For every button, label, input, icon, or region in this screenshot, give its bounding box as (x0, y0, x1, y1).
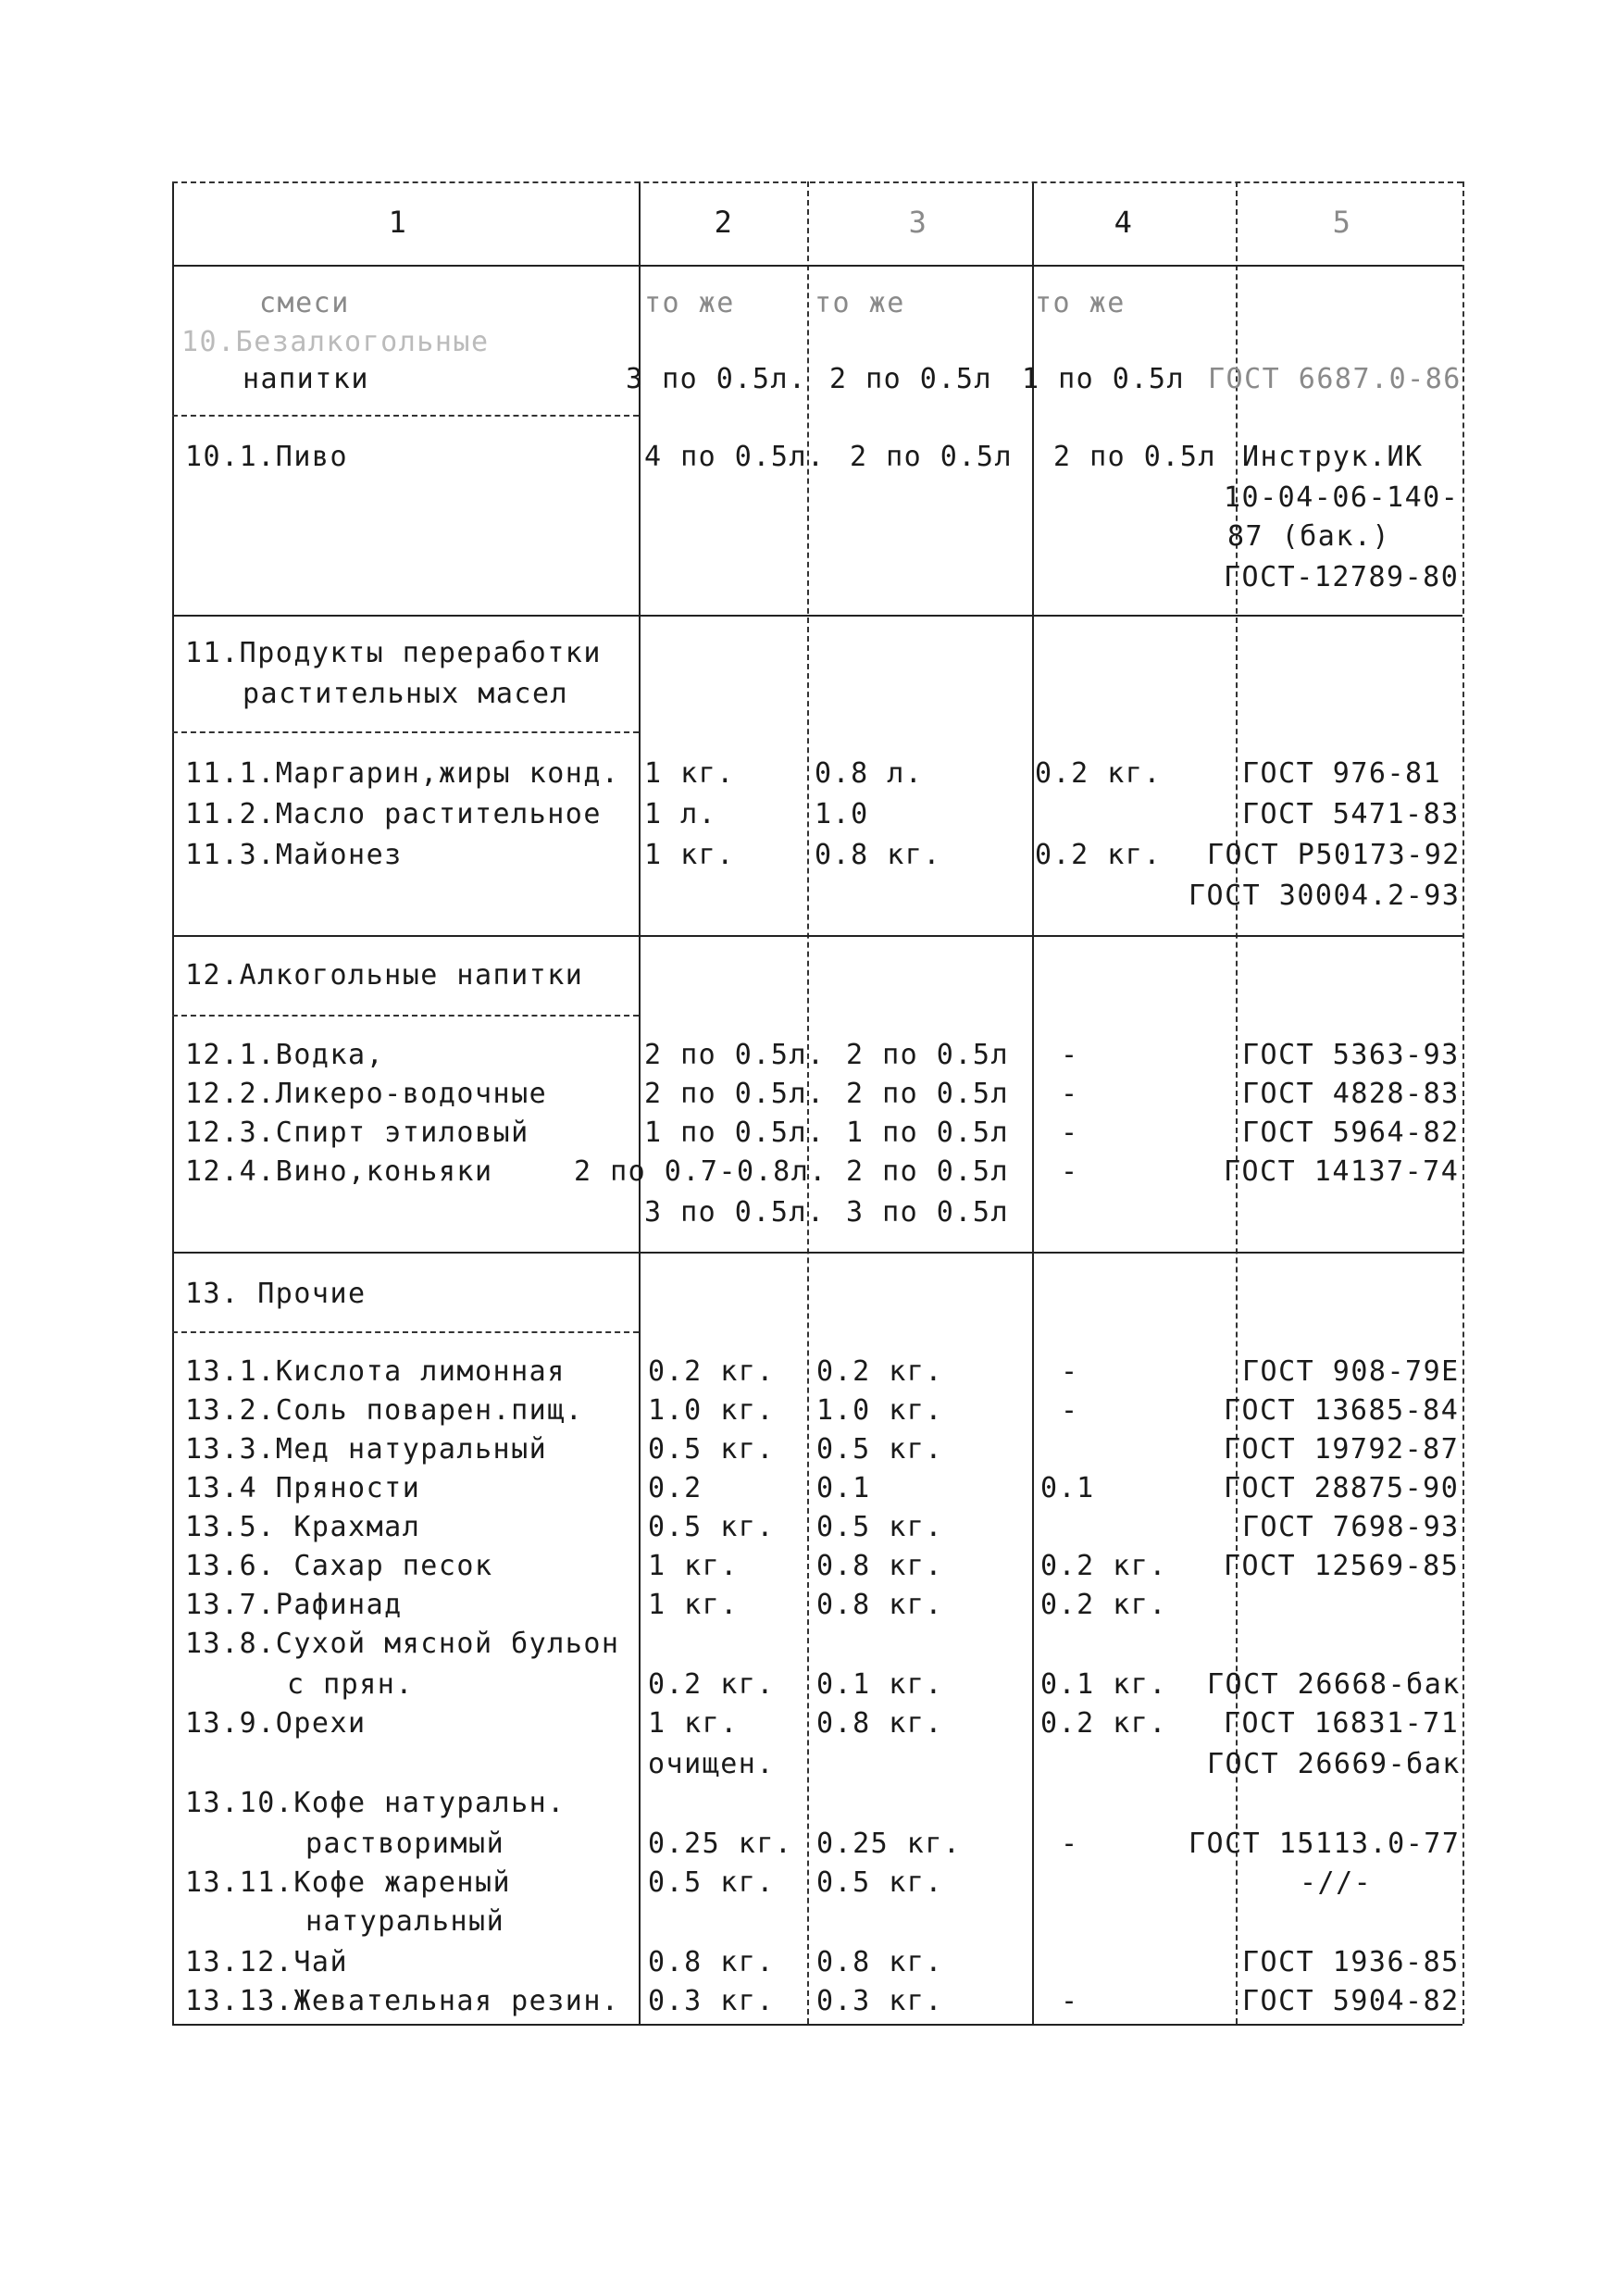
cell-col2: 0.5 кг. (648, 1866, 775, 1899)
cell-col3: 2 по 0.5л (846, 1039, 1010, 1071)
cell-col3: 0.2 кг. (816, 1355, 943, 1388)
cell-col3: 0.8 кг. (816, 1707, 943, 1740)
cell-col3: 0.8 л. (815, 757, 924, 790)
cell-col2: 0.5 кг. (648, 1511, 775, 1543)
cell-name: 13.10.Кофе натуральн. (185, 1787, 566, 1819)
cell-col4: 0.1 (1040, 1472, 1095, 1504)
column-header-3: 3 (908, 205, 928, 240)
cell-name: 13.5. Крахмал (185, 1511, 421, 1543)
cell-col3: 0.8 кг. (816, 1550, 943, 1582)
cell-col3: то же (815, 287, 905, 319)
cell-col4: 0.2 кг. (1035, 757, 1162, 790)
cell-col2: 2 по 0.5л. (644, 1039, 826, 1071)
cell-name: 11.2.Масло растительное (185, 798, 602, 830)
cell-col3: 0.8 кг. (815, 839, 941, 871)
cell-col4: 0.2 кг. (1035, 839, 1162, 871)
cell-name: 12.1.Водка, (185, 1039, 385, 1071)
cell-col2: 3 по 0.5л. (626, 363, 807, 395)
cell-col4: 0.2 кг. (1040, 1707, 1167, 1740)
cell-col3: 0.5 кг. (816, 1511, 943, 1543)
cell-name: 13. Прочие (185, 1278, 367, 1310)
cell-col3: 0.1 кг. (816, 1668, 943, 1701)
section-rule (172, 1252, 1462, 1254)
cell-name: 13.8.Сухой мясной бульон (185, 1628, 620, 1660)
cell-col2: то же (644, 287, 735, 319)
cell-col2: 0.8 кг. (648, 1946, 775, 1978)
cell-col5: ГОСТ-12789-80 (1224, 561, 1460, 593)
cell-col3: 0.8 кг. (816, 1946, 943, 1978)
table-border-left (172, 181, 174, 2024)
cell-name: 10.Безалкогольные (181, 326, 490, 358)
cell-col2: 3 по 0.5л. (644, 1196, 826, 1229)
cell-col2: 0.5 кг. (648, 1433, 775, 1466)
cell-col3: 2 по 0.5л (850, 441, 1014, 473)
cell-col4: - (1061, 1155, 1079, 1188)
cell-name: 12.Алкогольные напитки (185, 959, 584, 992)
section-divider (172, 1015, 639, 1017)
cell-col3: 2 по 0.5л (846, 1078, 1010, 1110)
cell-col4: - (1061, 1828, 1079, 1860)
cell-name: 13.1.Кислота лимонная (185, 1355, 566, 1388)
cell-col2: очищен. (648, 1748, 775, 1780)
table-border-right (1462, 181, 1464, 2024)
cell-col3: 2 по 0.5л (829, 363, 993, 395)
cell-col5: ГОСТ 4828-83 (1242, 1078, 1460, 1110)
cell-col5: ГОСТ 6687.0-86 (1208, 363, 1462, 395)
cell-name: смеси (259, 287, 350, 319)
cell-name: напитки (243, 363, 369, 395)
cell-col5: 87 (бак.) (1227, 520, 1391, 553)
cell-col4: 0.1 кг. (1040, 1668, 1167, 1701)
cell-name: 12.3.Спирт этиловый (185, 1117, 529, 1149)
cell-col3: 1.0 (815, 798, 869, 830)
column-header-5: 5 (1332, 205, 1352, 240)
cell-col4: - (1061, 1985, 1079, 2017)
cell-col2: 1.0 кг. (648, 1394, 775, 1427)
cell-col3: 0.25 кг. (816, 1828, 962, 1860)
cell-col3: 1.0 кг. (816, 1394, 943, 1427)
cell-col3: 3 по 0.5л (846, 1196, 1010, 1229)
cell-col4: 1 по 0.5л (1022, 363, 1186, 395)
cell-name: растительных масел (243, 678, 569, 710)
cell-col4: 0.2 кг. (1040, 1589, 1167, 1621)
cell-name: растворимый (305, 1828, 505, 1860)
cell-col2: 1 по 0.5л. (644, 1117, 826, 1149)
header-bottom-rule (172, 265, 1462, 267)
cell-col3: 0.5 кг. (816, 1433, 943, 1466)
cell-col2: 2 по 0.7-0.8л. (574, 1155, 828, 1188)
cell-col2: 0.2 кг. (648, 1668, 775, 1701)
cell-col5: ГОСТ 19792-87 (1224, 1433, 1460, 1466)
cell-col2: 0.2 (648, 1472, 703, 1504)
cell-col5: ГОСТ 5904-82 (1242, 1985, 1460, 2017)
cell-col2: 2 по 0.5л. (644, 1078, 826, 1110)
cell-name: 10.1.Пиво (185, 441, 349, 473)
cell-name: 13.2.Соль поварен.пищ. (185, 1394, 584, 1427)
cell-name: 13.6. Сахар песок (185, 1550, 493, 1582)
cell-col5: ГОСТ 5964-82 (1242, 1117, 1460, 1149)
cell-col5: ГОСТ 12569-85 (1224, 1550, 1460, 1582)
column-separator-1 (639, 181, 641, 2024)
cell-name: 12.2.Ликеро-водочные (185, 1078, 548, 1110)
cell-name: с прян. (287, 1668, 414, 1701)
cell-col2: 1 кг. (648, 1550, 739, 1582)
cell-col4: 0.2 кг. (1040, 1550, 1167, 1582)
column-header-4: 4 (1114, 205, 1134, 240)
cell-col5: ГОСТ 28875-90 (1224, 1472, 1460, 1504)
cell-col4: - (1061, 1078, 1079, 1110)
cell-name: 13.12.Чай (185, 1946, 349, 1978)
section-rule (172, 615, 1462, 617)
cell-col3: 0.3 кг. (816, 1985, 943, 2017)
section-divider (172, 1331, 639, 1333)
cell-name: 13.7.Рафинад (185, 1589, 403, 1621)
cell-col2: 4 по 0.5л. (644, 441, 826, 473)
cell-name: 13.13.Жевательная резин. (185, 1985, 620, 2017)
cell-col3: 2 по 0.5л (846, 1155, 1010, 1188)
cell-col5: ГОСТ 976-81 (1242, 757, 1442, 790)
cell-col5: ГОСТ 5471-83 (1242, 798, 1460, 830)
cell-name: 13.3.Мед натуральный (185, 1433, 548, 1466)
cell-name: 11.1.Маргарин,жиры конд. (185, 757, 620, 790)
cell-col4: то же (1035, 287, 1126, 319)
cell-col5: ГОСТ 16831-71 (1224, 1707, 1460, 1740)
cell-col3: 0.8 кг. (816, 1589, 943, 1621)
cell-col2: 0.2 кг. (648, 1355, 775, 1388)
cell-col5: ГОСТ 1936-85 (1242, 1946, 1460, 1978)
column-header-2: 2 (714, 205, 734, 240)
cell-name: 12.4.Вино,коньяки (185, 1155, 493, 1188)
cell-col2: 0.25 кг. (648, 1828, 793, 1860)
cell-name: 11.Продукты переработки (185, 637, 602, 669)
cell-col3: 1 по 0.5л (846, 1117, 1010, 1149)
cell-col5: ГОСТ 30004.2-93 (1189, 880, 1461, 912)
cell-name: натуральный (305, 1905, 505, 1938)
cell-col2: 1 кг. (648, 1589, 739, 1621)
cell-col4: - (1061, 1117, 1079, 1149)
section-divider (172, 731, 639, 733)
cell-col3: 0.5 кг. (816, 1866, 943, 1899)
cell-col3: 0.1 (816, 1472, 871, 1504)
cell-col5: ГОСТ 13685-84 (1224, 1394, 1460, 1427)
cell-col4: - (1061, 1355, 1079, 1388)
column-header-1: 1 (388, 205, 408, 240)
cell-col4: - (1061, 1394, 1079, 1427)
cell-name: 13.11.Кофе жареный (185, 1866, 512, 1899)
cell-col5: ГОСТ Р50173-92 (1207, 839, 1461, 871)
cell-name: 11.3.Майонез (185, 839, 403, 871)
cell-col5: ГОСТ 908-79Е (1242, 1355, 1460, 1388)
cell-col2: 1 кг. (644, 757, 735, 790)
cell-col4: - (1061, 1039, 1079, 1071)
cell-name: 13.4 Пряности (185, 1472, 421, 1504)
column-separator-3 (1032, 181, 1034, 2024)
section-divider (172, 415, 639, 417)
table-bottom-border (172, 2024, 1462, 2026)
cell-col4: 2 по 0.5л (1053, 441, 1217, 473)
cell-col5: ГОСТ 15113.0-77 (1189, 1828, 1461, 1860)
cell-col5: ГОСТ 5363-93 (1242, 1039, 1460, 1071)
cell-col5: Инструк.ИК (1242, 441, 1424, 473)
cell-col5: -//- (1300, 1866, 1373, 1899)
section-rule (172, 935, 1462, 937)
cell-col2: 0.3 кг. (648, 1985, 775, 2017)
cell-col5: ГОСТ 7698-93 (1242, 1511, 1460, 1543)
table-top-border (172, 181, 1462, 183)
cell-col5: ГОСТ 26669-бак (1207, 1748, 1461, 1780)
cell-col5: ГОСТ 26668-бак (1207, 1668, 1461, 1701)
cell-col5: 10-04-06-140- (1224, 481, 1460, 514)
cell-col5: ГОСТ 14137-74 (1224, 1155, 1460, 1188)
cell-name: 13.9.Орехи (185, 1707, 367, 1740)
cell-col2: 1 кг. (648, 1707, 739, 1740)
cell-col2: 1 л. (644, 798, 717, 830)
cell-col2: 1 кг. (644, 839, 735, 871)
